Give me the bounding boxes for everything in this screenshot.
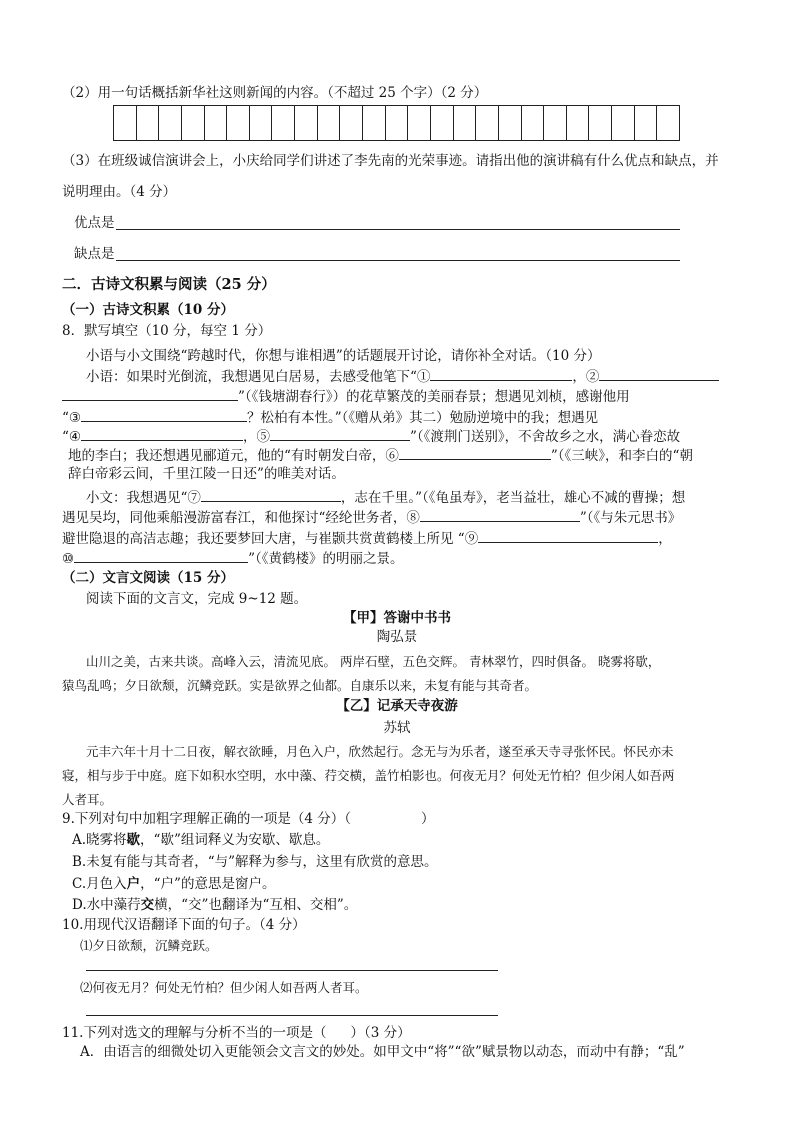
q11-stem-text: 11.下列对选文的理解与分析不当的一项是（ (62, 1025, 327, 1041)
grid-cell[interactable] (363, 106, 386, 140)
passage-b-title: 【乙】记承天寺夜游 (336, 698, 458, 714)
q8-text: ⑩ (62, 551, 75, 567)
cons-label: 缺点是 (74, 246, 115, 262)
passage-b-author: 苏轼 (383, 720, 411, 736)
q8-line2 (62, 386, 630, 406)
grid-cell[interactable] (159, 106, 182, 140)
grid-cell[interactable] (635, 106, 658, 140)
q11-option-a: A．由语言的细微处切入更能领会文言文的妙处。如甲文中“将”“欲”赋景物以动态，而动中有静；“乱” (80, 1044, 685, 1060)
blank-7[interactable] (201, 487, 341, 502)
q8-line5 (68, 445, 693, 465)
q10-answer-line-2[interactable] (86, 1015, 498, 1016)
passage-b-line3: 人者耳。 (62, 792, 113, 807)
q9-stem-text: 9.下列对句中加粗字理解正确的一项是（4 分）（ (62, 811, 352, 827)
q9-option-a (72, 831, 329, 849)
q8-intro: 小语与小文围绕“跨越时代，你想与谁相遇”的话题展开讨论，请你补全对话。（10 分） (86, 348, 601, 364)
blank-9[interactable] (478, 528, 658, 543)
grid-cell[interactable] (227, 106, 250, 140)
blank-6[interactable] (399, 445, 551, 460)
passage-a-author: 陶弘景 (376, 629, 418, 645)
q9-option-d (72, 896, 357, 914)
grid-cell[interactable] (454, 106, 477, 140)
blank-2-cont[interactable] (62, 386, 238, 401)
q10-sentence-2: ⑵何夜无月？何处无竹柏？但少闲人如吾两人者耳。 (80, 980, 368, 995)
blank-10[interactable] (74, 548, 248, 563)
subsection-title-1: （一）古诗文积累（10 分） (62, 302, 234, 318)
q3-line2: 说明理由。（4 分） (62, 184, 177, 200)
q8-text: ”（《与朱元思书》 (579, 510, 682, 526)
option-bold: 交 (140, 897, 155, 913)
q11-stem-end: ）（3 分） (350, 1025, 411, 1041)
q8-text: ”（《三峡》，和李白的“朝 (550, 448, 693, 464)
q8-line4 (62, 426, 680, 446)
grid-cell[interactable] (657, 106, 679, 140)
grid-cell[interactable] (272, 106, 295, 140)
option-text: C.月色入 (72, 876, 127, 892)
grid-cell[interactable] (567, 106, 590, 140)
blank-4[interactable] (81, 426, 243, 441)
q9-option-c (72, 875, 275, 893)
q8-line3 (62, 407, 598, 427)
option-text: 横 (154, 897, 168, 913)
q10-sentence-1: ⑴夕日欲颓，沉鳞竞跃。 (80, 938, 218, 953)
q8-line7 (86, 487, 685, 507)
q8-text: ”（《黄鹤楼》的明丽之景。 (248, 551, 404, 567)
q8-text: 小文：我想遇见“⑦ (86, 490, 201, 506)
grid-cell[interactable] (114, 106, 137, 140)
passage-b-line2: 寝，相与步于中庭。庭下如积水空明，水中藻、荇交横，盖竹柏影也。何夜无月？何处无竹柏？但少闲人如吾两 (62, 768, 675, 783)
q8-text: ”（《渡荆门送别》，不舍故乡之水，满心眷恋故 (410, 429, 681, 445)
reading-intro: 阅读下面的文言文，完成 9~12 题。 (86, 591, 308, 607)
blank-8[interactable] (420, 507, 580, 522)
grid-cell[interactable] (386, 106, 409, 140)
option-text: ，“歇”组词释义为安歇、歇息。 (140, 832, 330, 848)
grid-cell[interactable] (544, 106, 567, 140)
q10-answer-line-1[interactable] (86, 970, 498, 971)
grid-cell[interactable] (408, 106, 431, 140)
passage-a-line1: 山川之美，古来共谈。高峰入云，清流见底。 两岸石壁，五色交辉。 青林翠竹，四时俱备。 晓雾将歇， (86, 654, 661, 669)
passage-a-line2: 猿鸟乱鸣；夕日欲颓，沉鳞竞跃。实是欲界之仙都。自康乐以来，未复有能与其奇者。 (62, 678, 538, 693)
q8-text: ，⑤ (243, 429, 271, 445)
option-bold: 歇 (126, 832, 141, 848)
option-text: A.晓雾将 (72, 832, 127, 848)
grid-cell[interactable] (589, 106, 612, 140)
grid-cell[interactable] (476, 106, 499, 140)
q8-line1 (86, 366, 719, 386)
passage-b-line1: 元丰六年十月十二日夜，解衣欲睡，月色入户，欣然起行。念无与为乐者，遂至承天寺寻张怀民。怀民亦未 (86, 744, 674, 759)
q8-text: 地的李白；我还想遇见郦道元，他的“有时朝发白帝，⑥ (68, 448, 399, 464)
subsection-title-2: （二）文言文阅读（15 分） (62, 570, 234, 586)
q8-line10 (62, 548, 404, 568)
q8-title: 8．默写填空（10 分，每空 1 分） (62, 323, 272, 339)
q9-option-b: B.未复有能与其奇者，“与”解释为参与，这里有欣赏的意思。 (72, 854, 438, 870)
q8-text: ？松柏有本性。”（《赠从弟》其二）勉励逆境中的我；想遇见 (247, 410, 599, 426)
grid-cell[interactable] (522, 106, 545, 140)
grid-cell[interactable] (205, 106, 228, 140)
q3-line1: （3）在班级诚信演讲会上，小庆给同学们讲述了李先南的光荣事迹。请指出他的演讲稿有什么优点和缺点，并 (62, 153, 719, 169)
grid-cell[interactable] (431, 106, 454, 140)
q9-stem (62, 810, 435, 828)
grid-cell[interactable] (137, 106, 160, 140)
section-title: 二．古诗文积累与阅读（25 分） (62, 276, 276, 293)
q8-line8 (62, 507, 681, 527)
q8-text: 小语：如果时光倒流，我想遇见白居易，去感受他笔下“① (86, 369, 431, 385)
grid-cell[interactable] (295, 106, 318, 140)
q2-prompt: （2）用一句话概括新华社这则新闻的内容。（不超过 25 个字）（2 分） (62, 85, 488, 101)
q8-text: 避世隐退的高洁志趣；我还要梦回大唐，与崔颢共赏黄鹤楼上所见 “⑨ (62, 531, 479, 547)
q8-line6: 辞白帝彩云间，千里江陵一日还”的唯美对话。 (68, 466, 345, 482)
q8-text: ，② (572, 369, 600, 385)
cons-answer-line[interactable] (116, 260, 680, 261)
option-text: ，“交”也翻译为“互相、交相”。 (167, 897, 358, 913)
option-text: D.水中藻荇 (72, 897, 141, 913)
grid-cell[interactable] (499, 106, 522, 140)
q8-line9 (62, 528, 672, 548)
passage-a-title: 【甲】答谢中书书 (343, 610, 451, 626)
grid-cell[interactable] (250, 106, 273, 140)
grid-cell[interactable] (612, 106, 635, 140)
q8-text: 遇见吴均，同他乘船漫游富春江，和他探讨“经纶世务者，⑧ (62, 510, 420, 526)
q8-text: ，志在千里。”（《龟虽寿》，老当益壮，雄心不减的曹操；想 (340, 490, 686, 506)
pros-label: 优点是 (74, 215, 115, 231)
grid-cell[interactable] (182, 106, 205, 140)
pros-answer-line[interactable] (116, 229, 680, 230)
option-bold: 户 (126, 876, 141, 892)
grid-cell[interactable] (318, 106, 341, 140)
answer-grid[interactable] (113, 105, 680, 141)
q8-text: ”（《钱塘湖春行》）的花草繁茂的美丽春景；想遇见刘桢，感谢他用 (238, 389, 630, 405)
blank-2[interactable] (599, 366, 719, 381)
q11-stem (62, 1024, 411, 1042)
blank-5[interactable] (270, 426, 410, 441)
q8-text: “③ (62, 410, 82, 426)
option-text: ，“户”的意思是窗户。 (140, 876, 276, 892)
q8-text: ， (658, 531, 672, 547)
grid-cell[interactable] (340, 106, 363, 140)
blank-3[interactable] (81, 407, 247, 422)
blank-1[interactable] (430, 366, 572, 381)
q8-text: “④ (62, 429, 82, 445)
q10-stem: 10.用现代汉语翻译下面的句子。（4 分） (62, 917, 306, 933)
q9-stem-end: ） (421, 811, 435, 827)
